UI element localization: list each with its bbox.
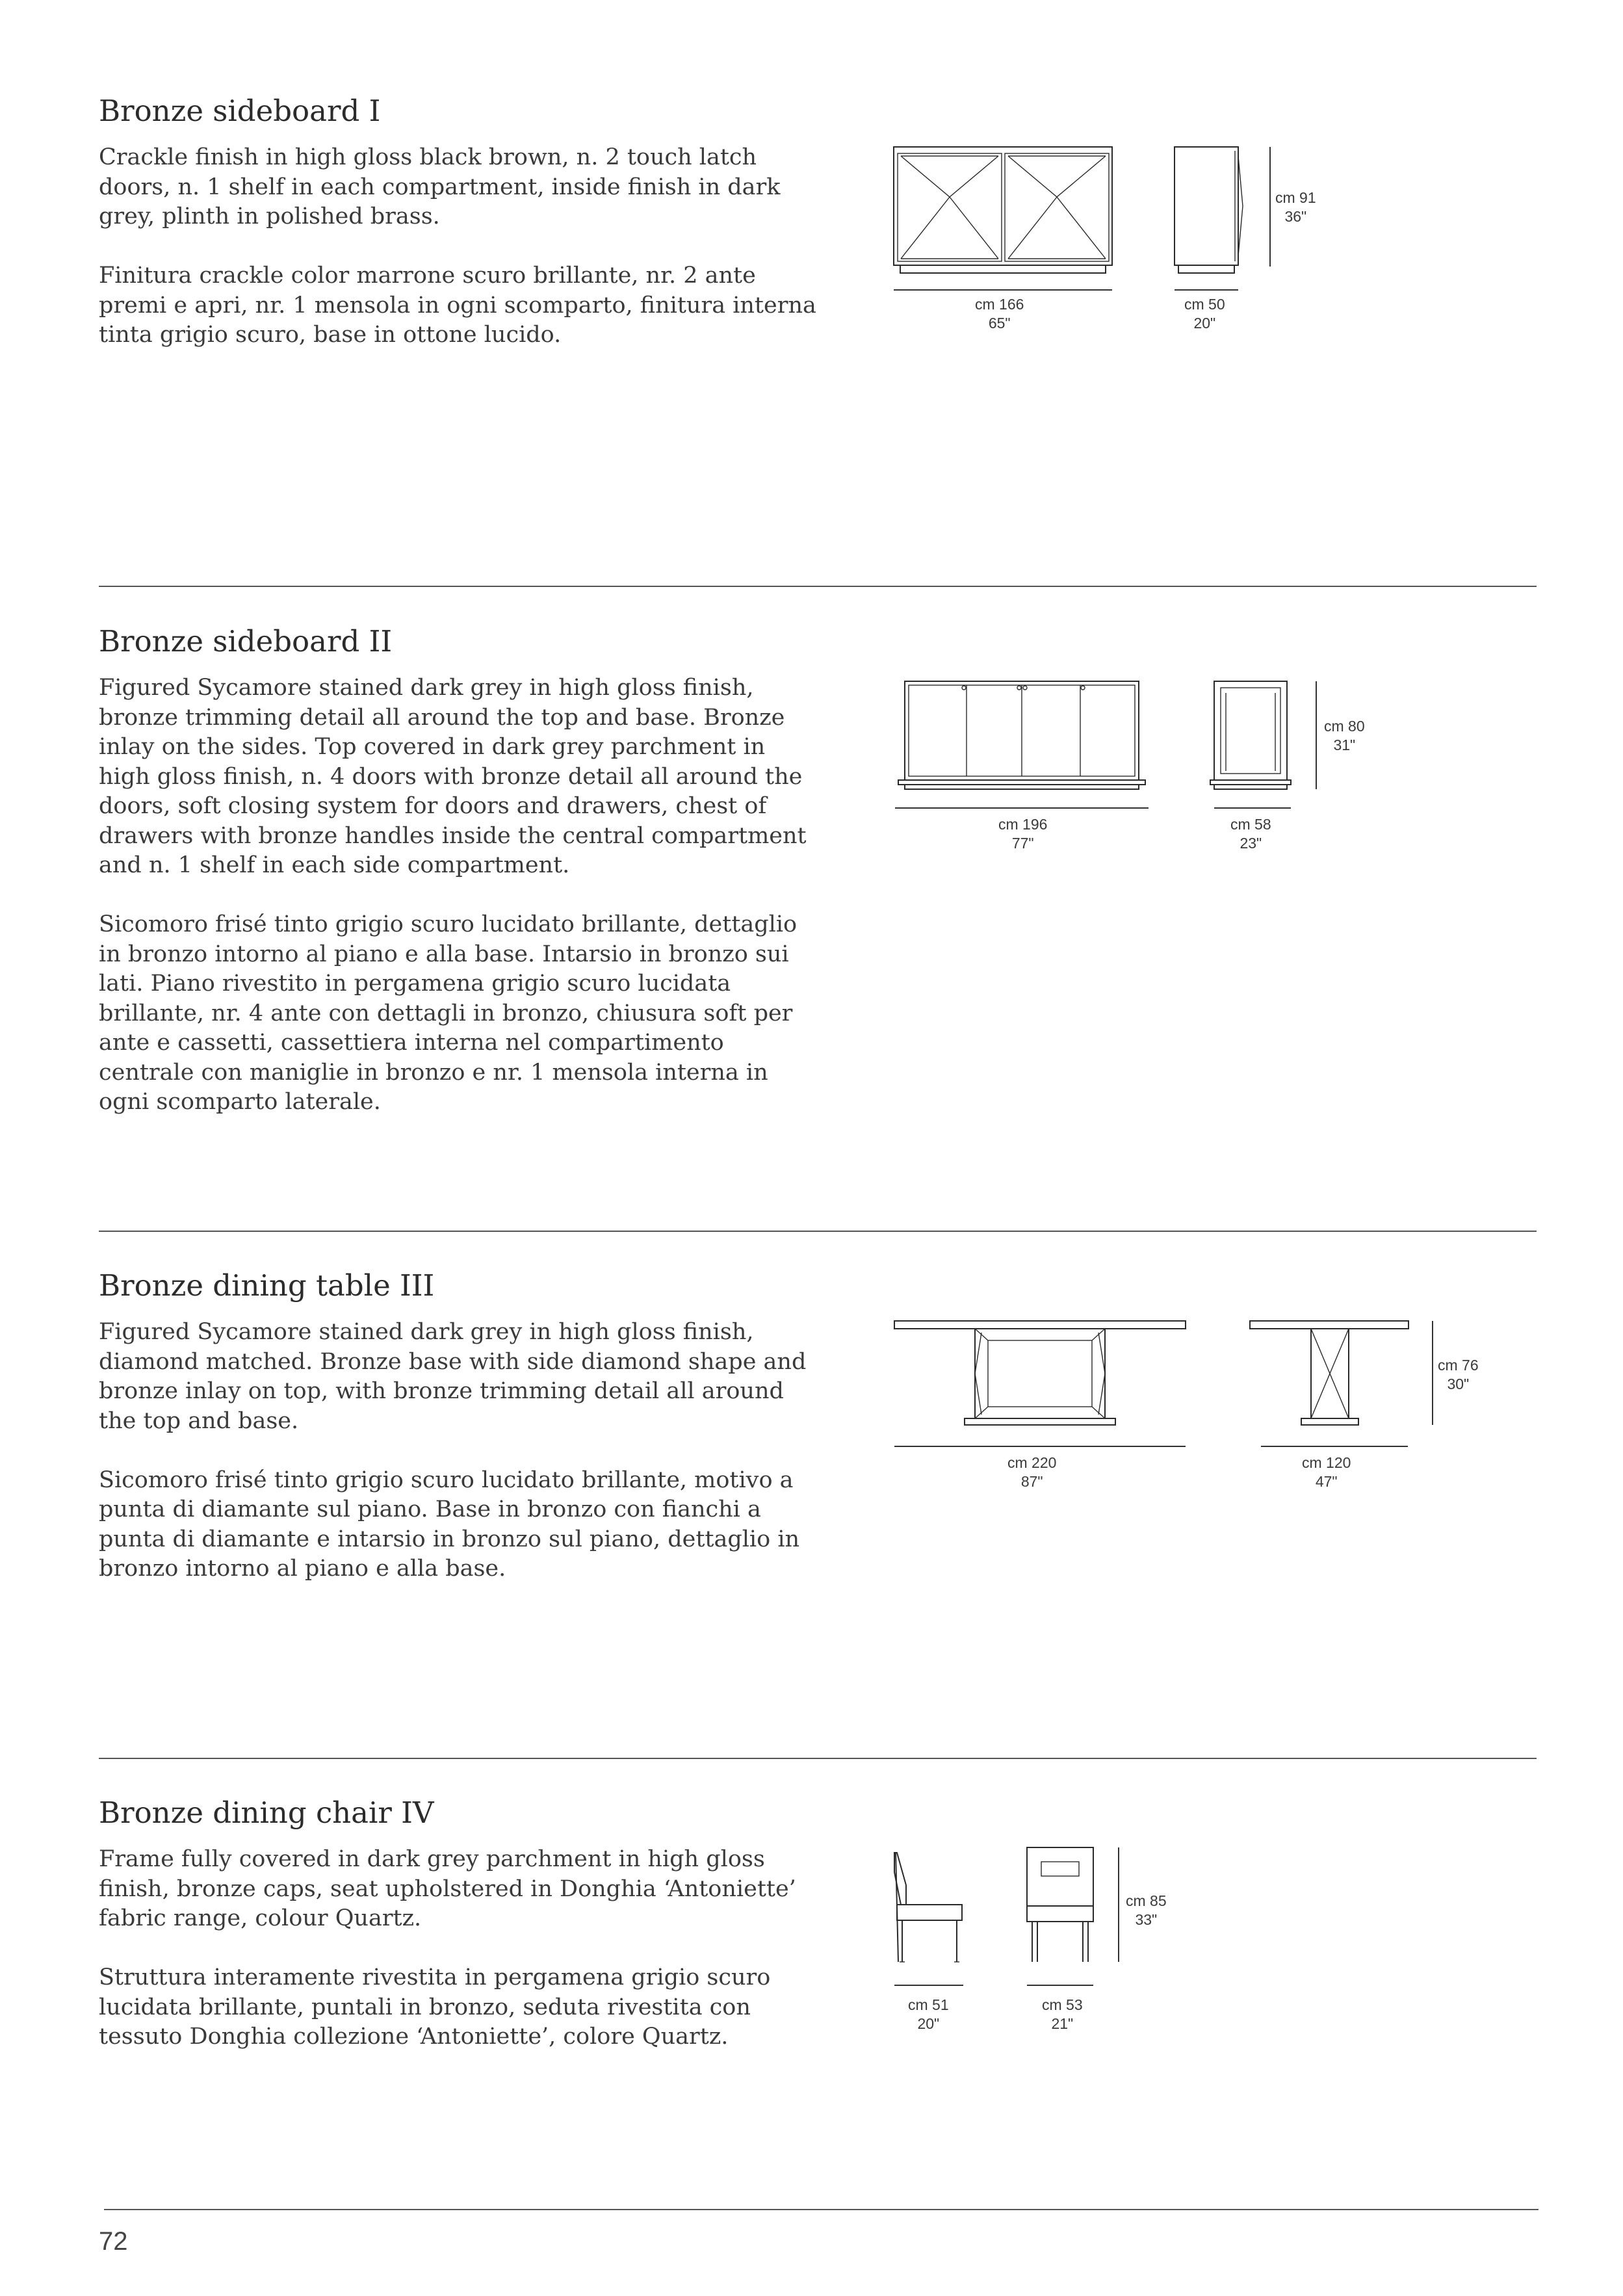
description-english: Figured Sycamore stained dark grey in high gloss finish, bronze trimming detail all around the top and base. Bronze inlay on the sides. Top covered in dark grey parchment in high gloss finish, n. 4 doors with bronze detail all around the doors, soft closing system for doors and drawers, chest of drawers with bronze handles inside the central compartment and n. 1 shelf in each side compartment.	[99, 675, 807, 878]
description-italian: Sicomoro frisé tinto grigio scuro lucidato brillante, dettaglio in bronzo intorno al piano e alla base. Intarsio in bronzo sui lati. Piano rivestito in pergamena grigio scuro lucidata brillante, nr. 4 ante con dettagli in bronzo, chiusura soft per ante e cassetti, cassettiera interna nel compartimento centrale con maniglie in bronzo e nr. 1 mensola interna in ogni scomparto laterale.	[99, 911, 798, 1115]
dining-table-3-front-drawing	[894, 1321, 1186, 1425]
dimension-height: cm 76 30"	[1438, 1357, 1479, 1392]
sideboard-2-side-drawing	[1210, 681, 1291, 789]
dining-table-3-side-drawing	[1250, 1321, 1409, 1425]
product-title-dining-chair-4: Bronze dining chair IV	[99, 1795, 434, 1830]
footer-divider	[104, 2209, 1539, 2210]
dimension-width: cm 51 20"	[908, 1996, 949, 2032]
dimension-depth: cm 50 20"	[1184, 296, 1225, 332]
dimension-height: cm 85 33"	[1126, 1892, 1167, 1928]
description-italian: Struttura interamente rivestita in pergamena grigio scuro lucidata brillante, puntali in bronzo, seduta rivestita con tessuto Donghia collezione ‘Antoniette’, colore Quartz.	[99, 1964, 771, 2050]
dimension-depth: cm 58 23"	[1230, 816, 1271, 852]
dining-chair-4-front-drawing	[1027, 1847, 1093, 1962]
description-english: Figured Sycamore stained dark grey in high gloss finish, diamond matched. Bronze base with side diamond shape and bronze inlay on top, with bronze trimming detail all around the top and base.	[99, 1319, 807, 1434]
description-italian: Finitura crackle color marrone scuro brillante, nr. 2 ante premi e apri, nr. 1 mensola in ogni scomparto, finitura interna tinta grigio scuro, base in ottone lucido.	[99, 263, 816, 348]
page-number: 72	[99, 2227, 128, 2256]
dimension-depth: cm 53 21"	[1042, 1996, 1083, 2032]
dimension-width: cm 220 87"	[1007, 1454, 1057, 1490]
dimension-width: cm 196 77"	[998, 816, 1048, 852]
description-english: Frame fully covered in dark grey parchment in high gloss finish, bronze caps, seat upholstered in Donghia ‘Antoniette’ fabric range, colour Quartz.	[99, 1846, 796, 1931]
dimension-width: cm 166 65"	[975, 296, 1024, 332]
description-english: Crackle finish in high gloss black brown, n. 2 touch latch doors, n. 1 shelf in each compartment, inside finish in dark grey, plinth in polished brass.	[99, 144, 781, 229]
dimension-height: cm 91 36"	[1275, 189, 1316, 225]
dimension-height: cm 80 31"	[1324, 718, 1365, 753]
dining-chair-4-side-drawing	[894, 1853, 962, 1962]
product-title-sideboard-1: Bronze sideboard I	[99, 94, 381, 128]
sideboard-1-front-drawing	[894, 147, 1112, 273]
sideboard-2-front-drawing	[898, 681, 1145, 789]
sideboard-1-side-drawing	[1175, 147, 1243, 273]
dimension-depth: cm 120 47"	[1302, 1454, 1351, 1490]
product-title-sideboard-2: Bronze sideboard II	[99, 624, 393, 659]
description-italian: Sicomoro frisé tinto grigio scuro lucidato brillante, motivo a punta di diamante sul piano. Base in bronzo con fianchi a punta di diamante e intarsio in bronzo sul piano, dettaglio in bronzo intorno al piano e alla base.	[99, 1467, 800, 1582]
product-title-dining-table-3: Bronze dining table III	[99, 1268, 435, 1303]
